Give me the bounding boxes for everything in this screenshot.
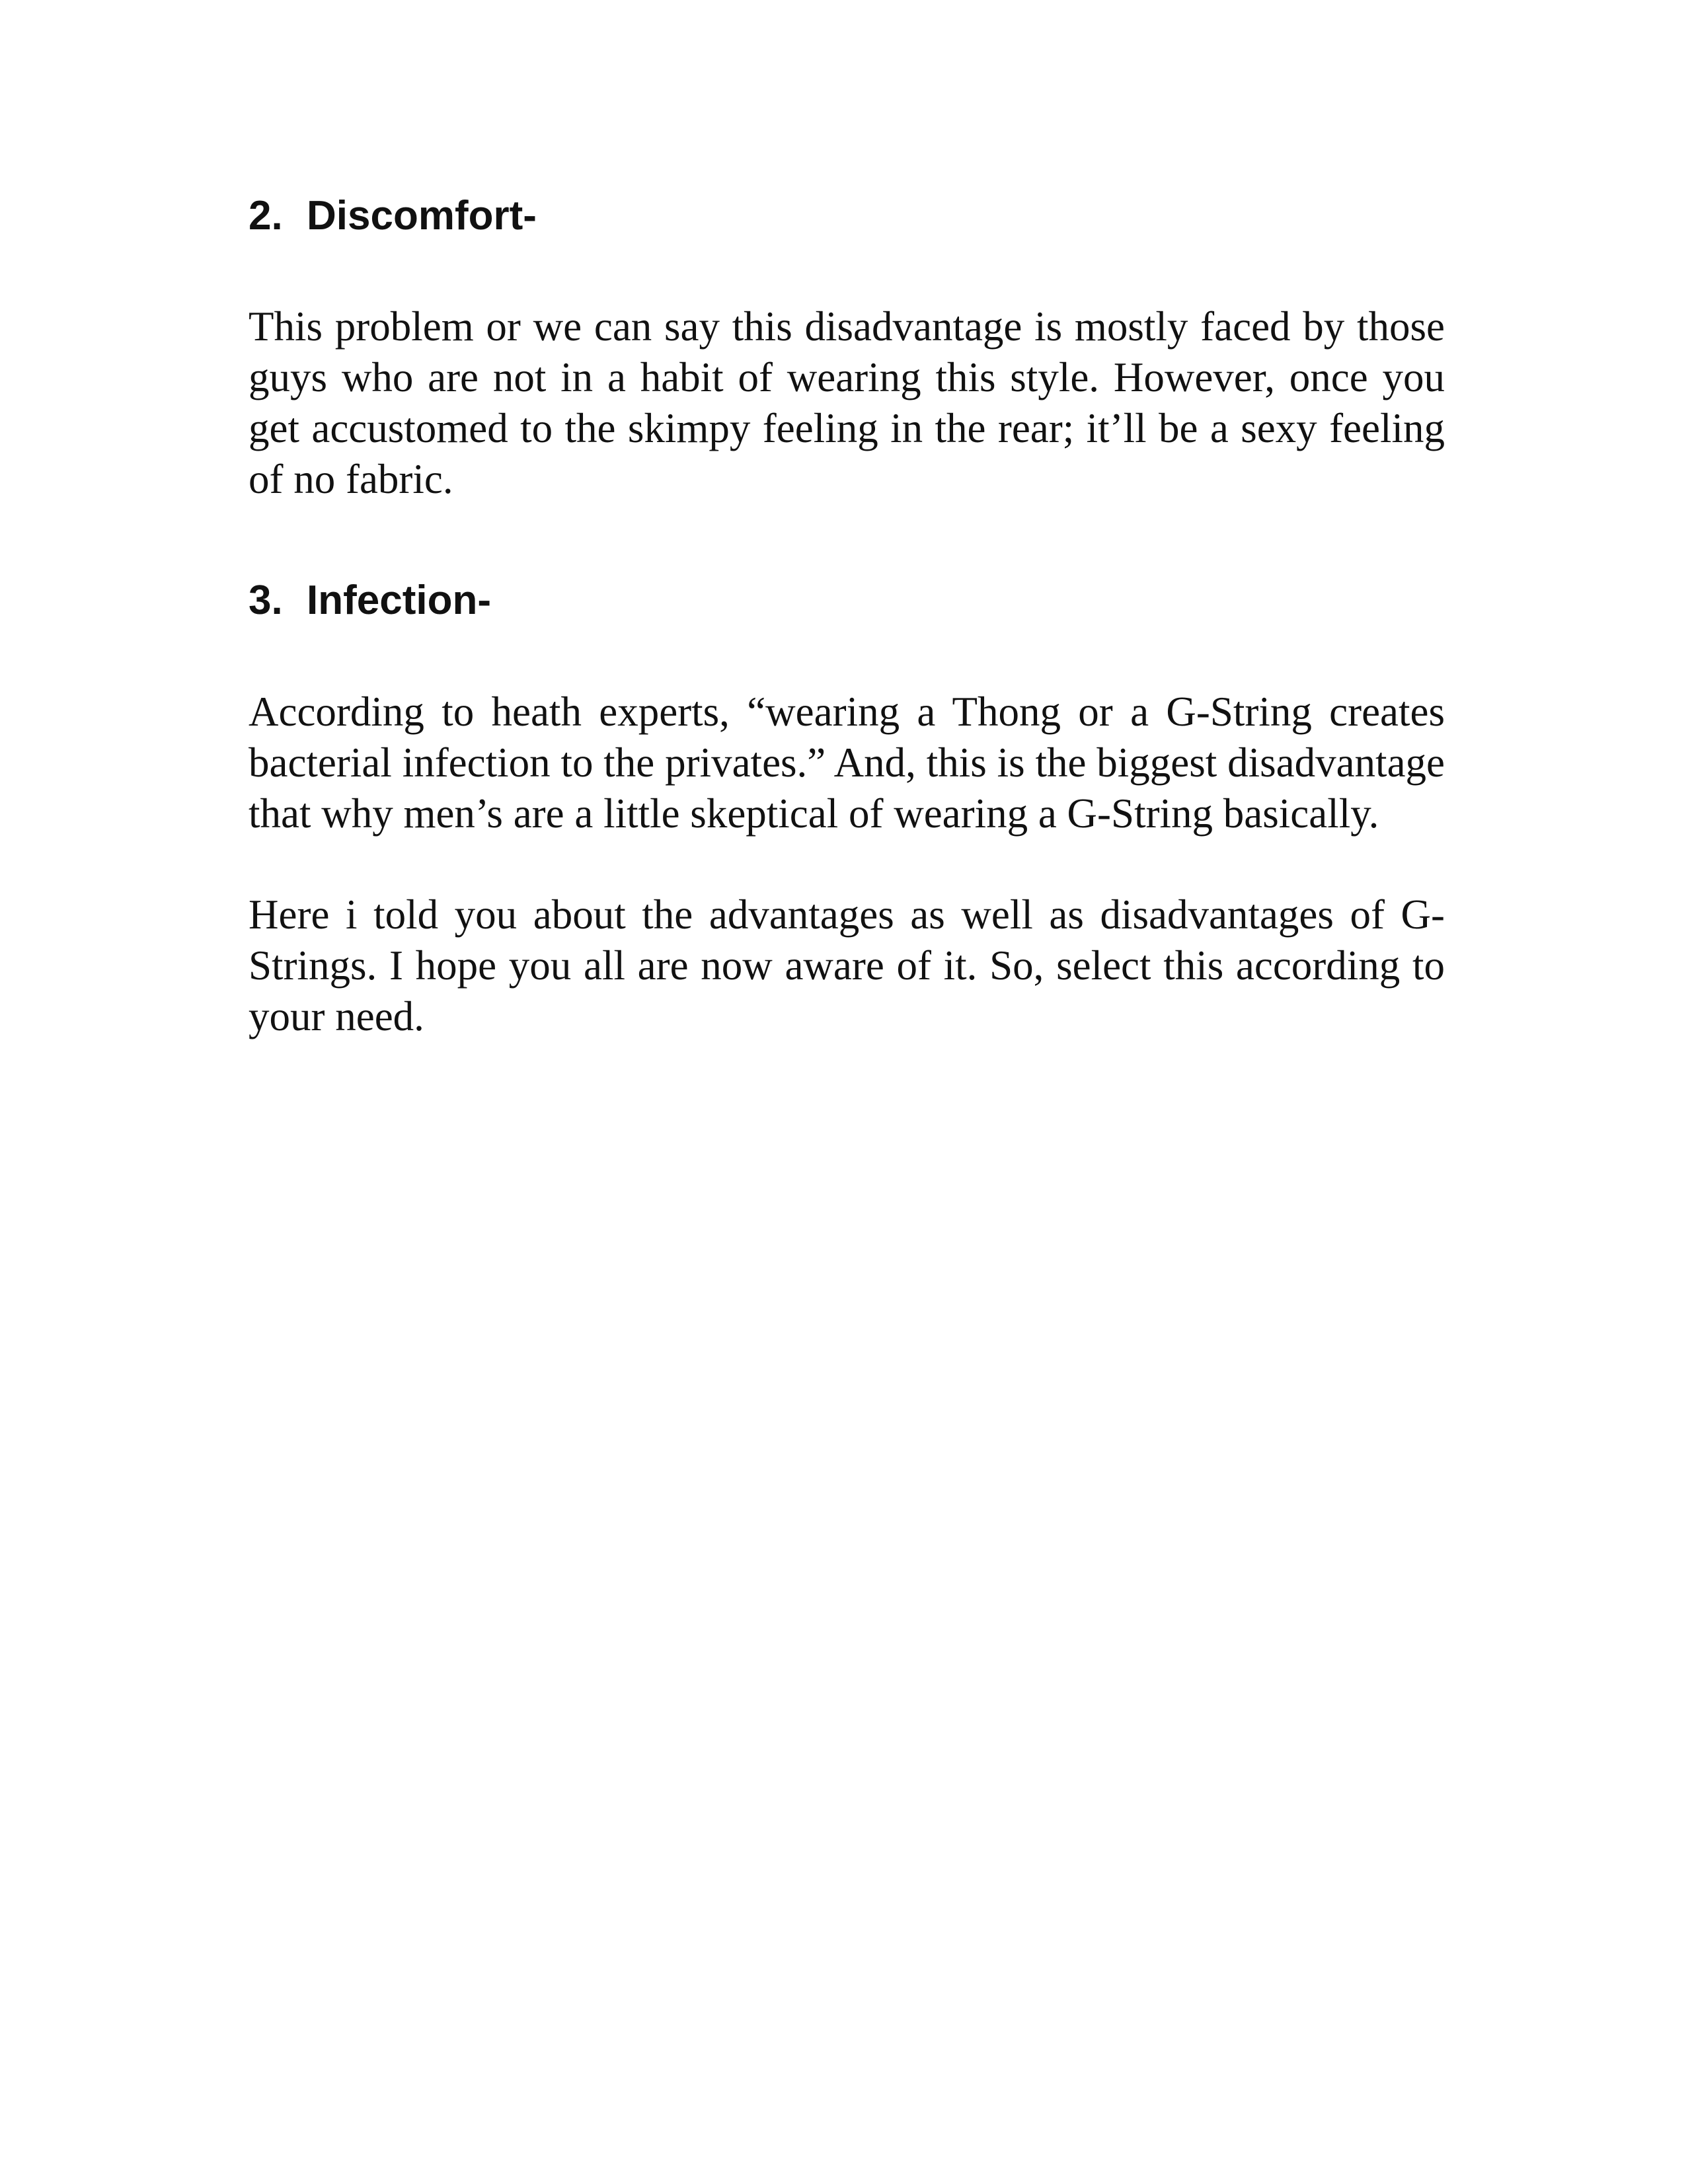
conclusion-paragraph: Here i told you about the advantages as well as disadvantages of G-Strings. I hope you all are now aware of it. So, select this according to your need. xyxy=(249,891,1445,1039)
section-paragraph-infection: According to heath experts, “wearing a Thong or a G-String creates bacterial infection to the privates.” And, this is the biggest disadvantage that why men’s are a little skeptical of wearing a G-String basically. xyxy=(249,688,1445,837)
section-number: 3. xyxy=(249,578,283,624)
section-heading-discomfort xyxy=(249,192,1445,241)
section-title: Infection- xyxy=(307,578,491,624)
document-body xyxy=(249,192,1445,1042)
section-paragraph-discomfort: This problem or we can say this disadvantage is mostly faced by those guys who are not in a habit of wearing this style. However, once you get accustomed to the skimpy feeling in the rear; it’ll be a sexy feeling of no fabric. xyxy=(249,303,1445,503)
section-title: Discomfort- xyxy=(307,193,537,239)
section-number: 2. xyxy=(249,193,283,239)
section-heading-infection xyxy=(249,576,1445,625)
